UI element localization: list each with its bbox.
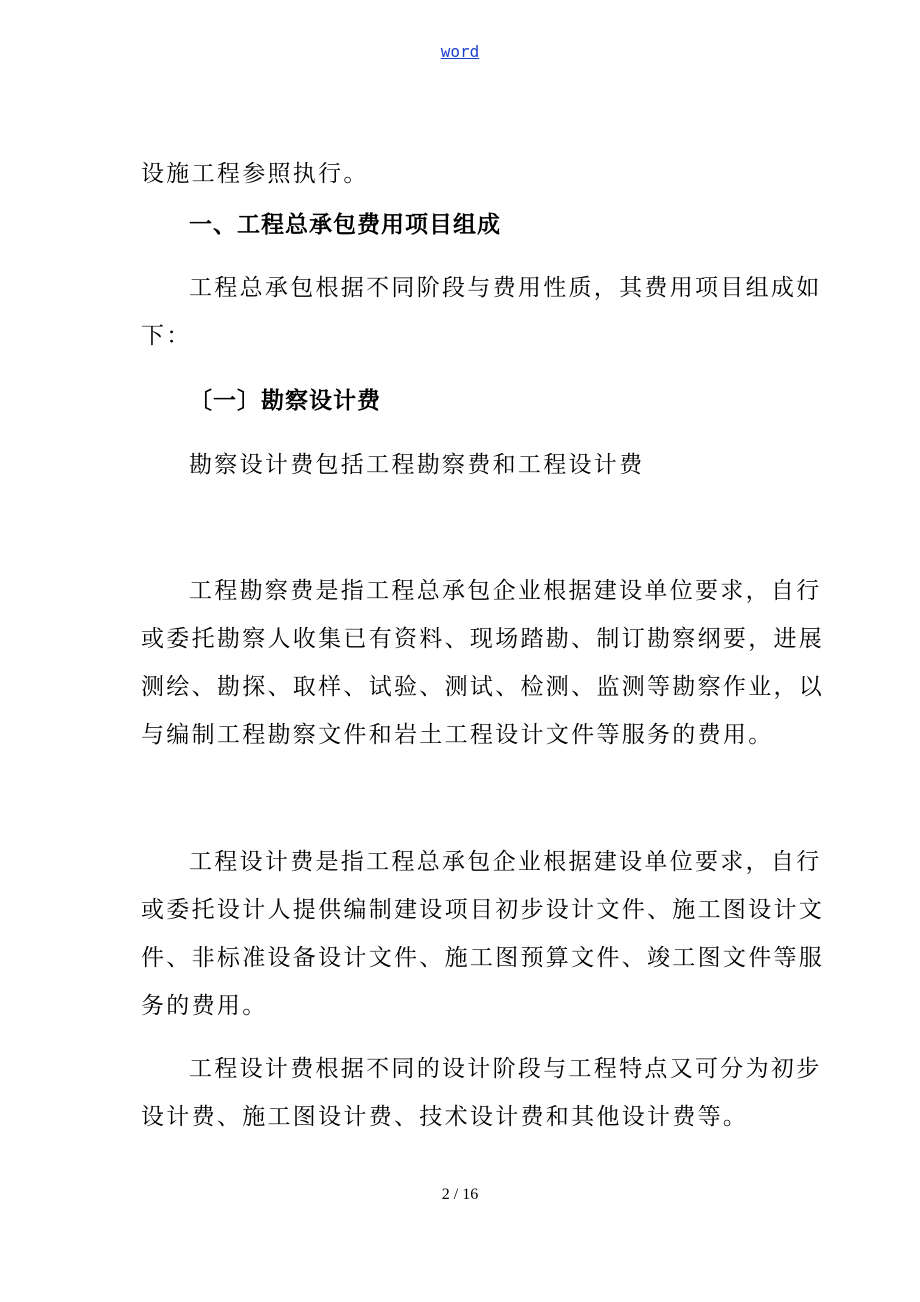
paragraph-line: 务的费用。 xyxy=(141,993,268,1019)
paragraph-line: 测绘、勘探、取样、试验、测试、检测、监测等勘察作业，以 xyxy=(141,674,825,700)
paragraph-line: 工程设计费是指工程总承包企业根据建设单位要求，自行 xyxy=(189,849,822,875)
paragraph-line: 工程勘察费是指工程总承包企业根据建设单位要求，自行 xyxy=(189,578,822,604)
paragraph-design-fee xyxy=(141,838,831,1030)
paragraph-line: 工程总承包根据不同阶段与费用性质，其费用项目组成如 xyxy=(189,275,822,301)
paragraph-line: 设施工程参照执行。 xyxy=(141,161,369,187)
paragraph-line: 件、非标准设备设计文件、施工图预算文件、竣工图文件等服 xyxy=(141,945,825,971)
page-number: 2 / 16 xyxy=(441,1186,479,1203)
paragraph-line: 与编制工程勘察文件和岩土工程设计文件等服务的费用。 xyxy=(141,722,774,748)
paragraph-survey-fee xyxy=(141,567,831,759)
section-heading-1: 一、工程总承包费用项目组成 xyxy=(189,212,501,238)
paragraph-line: 勘察设计费包括工程勘察费和工程设计费 xyxy=(189,452,645,478)
section-heading-2: 〔一〕勘察设计费 xyxy=(189,388,381,414)
paragraph-line: 工程设计费根据不同的设计阶段与工程特点又可分为初步 xyxy=(189,1056,822,1082)
paragraph-survey-design-fee xyxy=(141,441,831,489)
paragraph-line: 或委托设计人提供编制建设项目初步设计文件、施工图设计文 xyxy=(141,897,825,923)
paragraph-continuation xyxy=(141,150,831,198)
paragraph-design-fee-categories xyxy=(141,1045,831,1141)
paragraph-cost-composition xyxy=(141,264,831,360)
paragraph-line: 或委托勘察人收集已有资料、现场踏勘、制订勘察纲要，进展 xyxy=(141,626,825,652)
paragraph-line: 设计费、施工图设计费、技术设计费和其他设计费等。 xyxy=(141,1104,749,1130)
header-word-link[interactable]: word xyxy=(440,42,480,61)
paragraph-line: 下： xyxy=(141,323,192,349)
